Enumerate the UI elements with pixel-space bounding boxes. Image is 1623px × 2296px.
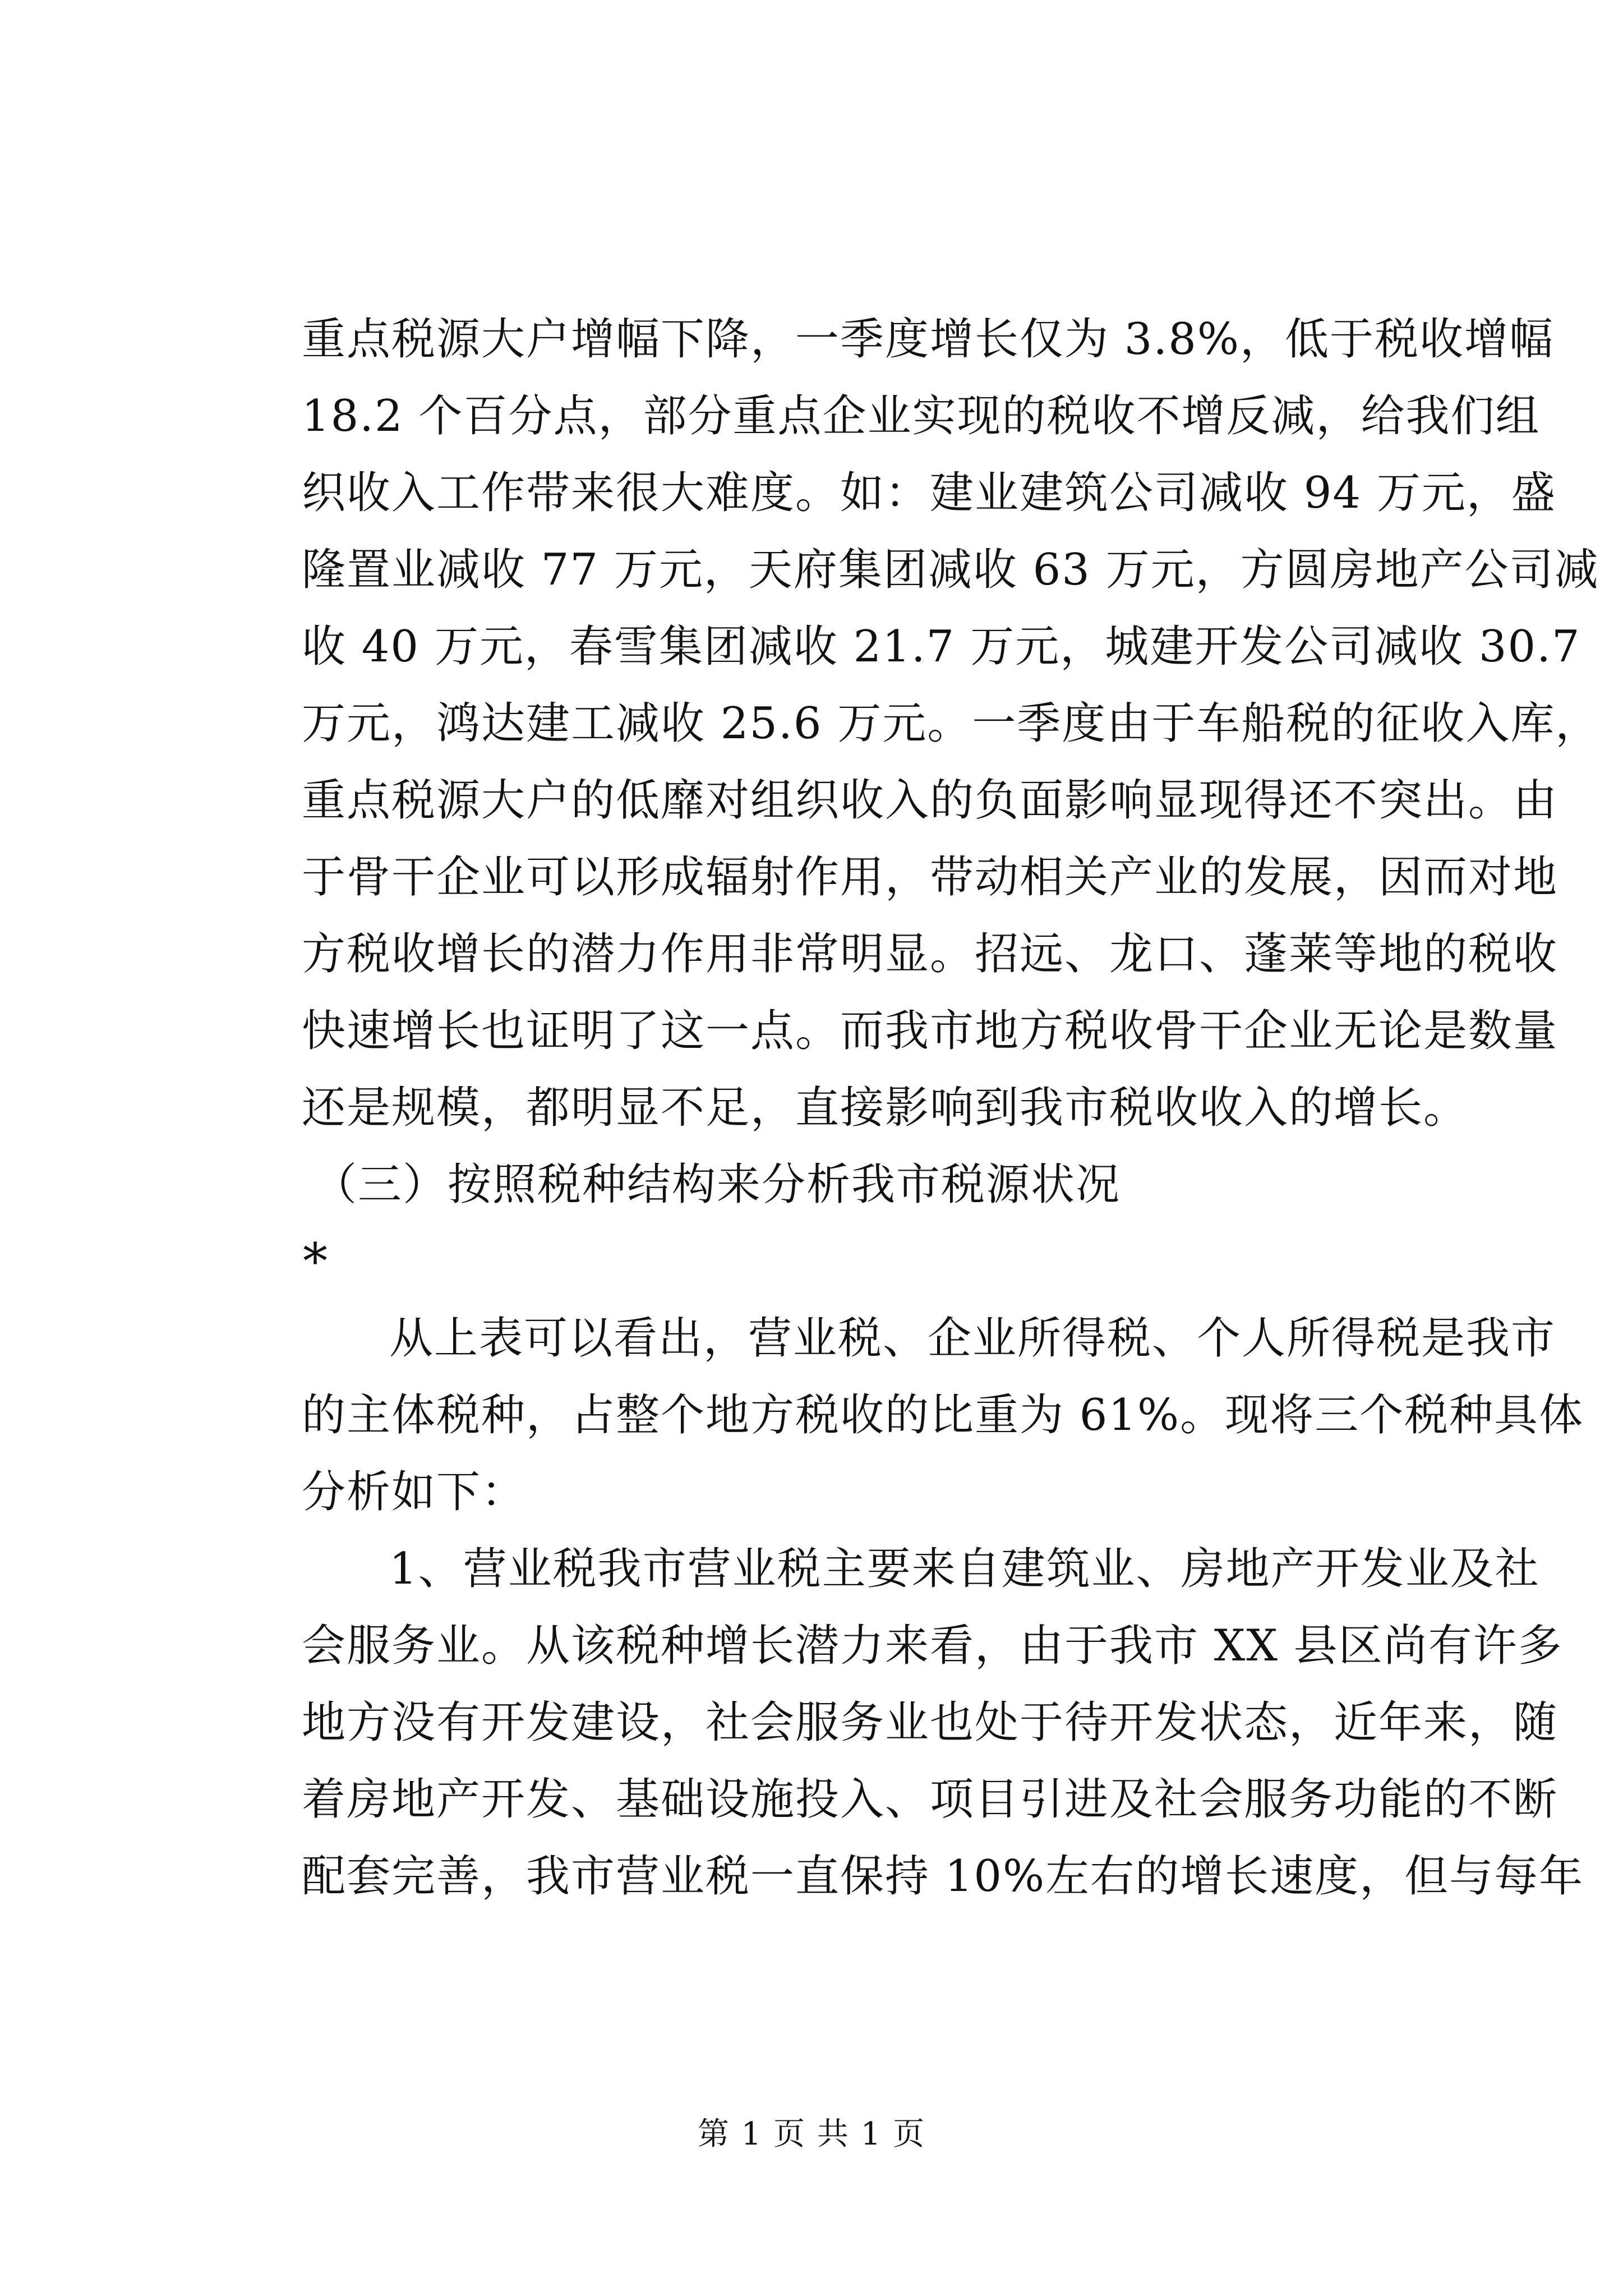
paragraph-line: 重点税源大户的低靡对组织收入的负面影响显现得还不突出。由: [302, 775, 1559, 826]
paragraph-line: 会服务业。从该税种增长潜力来看，由于我市 XX 县区尚有许多: [302, 1621, 1563, 1671]
paragraph-line: 配套完善，我市营业税一直保持 10%左右的增长速度，但与每年: [302, 1851, 1584, 1902]
paragraph-line: 的主体税种，占整个地方税收的比重为 61%。现将三个税种具体: [302, 1390, 1584, 1441]
paragraph-line: 方税收增长的潜力作用非常明显。招远、龙口、蓬莱等地的税收: [302, 929, 1559, 979]
paragraph-line: 收 40 万元，春雪集团减收 21.7 万元，城建开发公司减收 30.7: [302, 622, 1581, 672]
paragraph-first-line-text: 从上表可以看出，营业税、企业所得税、个人所得税是我市: [389, 1313, 1556, 1364]
paragraph-line: 重点税源大户增幅下降，一季度增长仅为 3.8%，低于税收增幅: [302, 314, 1554, 365]
paragraph-line: [302, 1313, 1556, 1364]
paragraph-line: 于骨干企业可以形成辐射作用，带动相关产业的发展，因而对地: [302, 852, 1559, 903]
paragraph-line: 分析如下：: [302, 1467, 527, 1517]
paragraph-line: 还是规模，都明显不足，直接影响到我市税收收入的增长。: [302, 1083, 1469, 1133]
paragraph-line: 织收入工作带来很大难度。如：建业建筑公司减收 94 万元，盛: [302, 468, 1556, 518]
paragraph-line: 快速增长也证明了这一点。而我市地方税收骨干企业无论是数量: [302, 1006, 1559, 1056]
paragraph-line: 隆置业减收 77 万元，天府集团减收 63 万元，方圆房地产公司减: [302, 545, 1599, 595]
paragraph-line: 着房地产开发、基础设施投入、项目引进及社会服务功能的不断: [302, 1774, 1559, 1825]
paragraph-line: 18.2 个百分点，部分重点企业实现的税收不增反减，给我们组: [302, 391, 1541, 441]
section-heading: （三）按照税种结构来分析我市税源状况: [313, 1159, 1121, 1210]
page-footer: 第 1 页 共 1 页: [697, 2116, 926, 2152]
paragraph-line: [302, 1544, 1540, 1594]
paragraph-line: 地方没有开发建设，社会服务业也处于待开发状态，近年来，随: [302, 1697, 1559, 1748]
paragraph-first-line-text: 1、营业税我市营业税主要来自建筑业、房地产开发业及社: [389, 1544, 1540, 1594]
table-placeholder-asterisk: *: [303, 1232, 328, 1290]
paragraph-line: 万元，鸿达建工减收 25.6 万元。一季度由于车船税的征收入库，: [302, 698, 1601, 749]
